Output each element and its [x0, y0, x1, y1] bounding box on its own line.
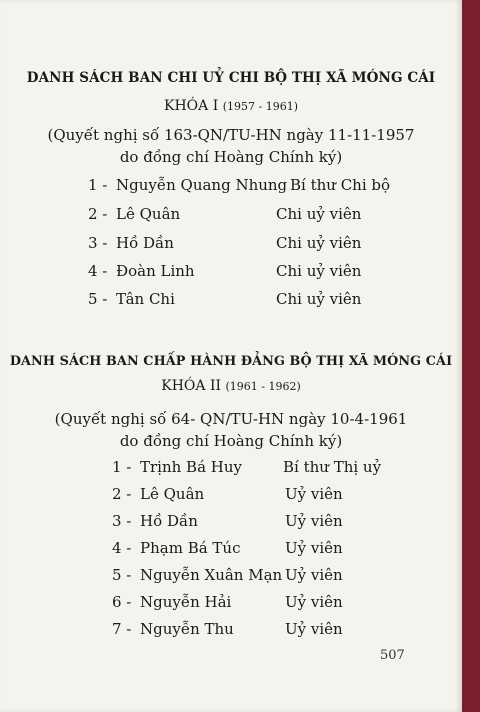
member-role: Chi uỷ viên [276, 205, 362, 223]
member-number: 3 - [112, 512, 132, 530]
section1-decision-line2: do đồng chí Hoàng Chính ký) [119, 148, 343, 166]
member-number: 1 - [112, 458, 132, 476]
member-role: Uỷ viên [285, 620, 343, 638]
member-name: Nguyễn Xuân Mạn [140, 566, 283, 584]
member-role: Uỷ viên [285, 539, 343, 557]
member-role: Uỷ viên [285, 593, 343, 611]
member-number: 2 - [112, 485, 132, 503]
member-role: Chi uỷ viên [276, 262, 362, 280]
member-number: 5 - [112, 566, 132, 584]
member-name: Đoàn Linh [116, 262, 195, 280]
member-number: 4 - [88, 262, 108, 280]
member-name: Phạm Bá Túc [140, 539, 241, 557]
section2-title: DANH SÁCH BAN CHẤP HÀNH ĐẢNG BỘ THỊ XÃ MÓNG CÁI [9, 354, 453, 369]
member-number: 7 - [112, 620, 132, 638]
member-name: Nguyễn Thu [140, 620, 234, 638]
section2-term [0, 378, 462, 394]
section2-decision-line1: (Quyết nghị số 64- QN/TU-HN ngày 10-4-1961 [54, 410, 408, 428]
member-name: Hồ Dần [116, 234, 174, 252]
member-role: Uỷ viên [285, 512, 343, 530]
member-role: Bí thư Chi bộ [290, 176, 391, 194]
member-role: Bí thư Thị uỷ [283, 458, 382, 476]
section1-term-label: KHÓA I [164, 98, 219, 114]
member-name: Nguyễn Hải [140, 593, 232, 611]
member-number: 3 - [88, 234, 108, 252]
member-role: Uỷ viên [285, 485, 343, 503]
section1-decision-line1: (Quyết nghị số 163-QN/TU-HN ngày 11-11-1957 [47, 126, 415, 144]
member-name: Nguyễn Quang Nhung [116, 176, 288, 194]
section1-title: DANH SÁCH BAN CHI UỶ CHI BỘ THỊ XÃ MÓNG CÁI [26, 70, 436, 86]
member-role: Uỷ viên [285, 566, 343, 584]
member-role: Chi uỷ viên [276, 234, 362, 252]
section2-years: (1961 - 1962) [225, 380, 301, 393]
member-number: 2 - [88, 205, 108, 223]
member-number: 6 - [112, 593, 132, 611]
page-number: 507 [380, 648, 405, 663]
section1-term [0, 98, 462, 114]
member-number: 4 - [112, 539, 132, 557]
section2-term-label: KHÓA II [161, 378, 222, 394]
section2-decision-line2: do đồng chí Hoàng Chính ký) [119, 432, 343, 450]
member-name: Tân Chi [116, 290, 175, 308]
member-number: 5 - [88, 290, 108, 308]
member-name: Trịnh Bá Huy [140, 458, 243, 476]
member-role: Chi uỷ viên [276, 290, 362, 308]
section1-years: (1957 - 1961) [222, 100, 298, 113]
member-name: Lê Quân [140, 485, 205, 503]
member-name: Lê Quân [116, 205, 181, 223]
member-number: 1 - [88, 176, 108, 194]
member-name: Hồ Dần [140, 512, 198, 530]
